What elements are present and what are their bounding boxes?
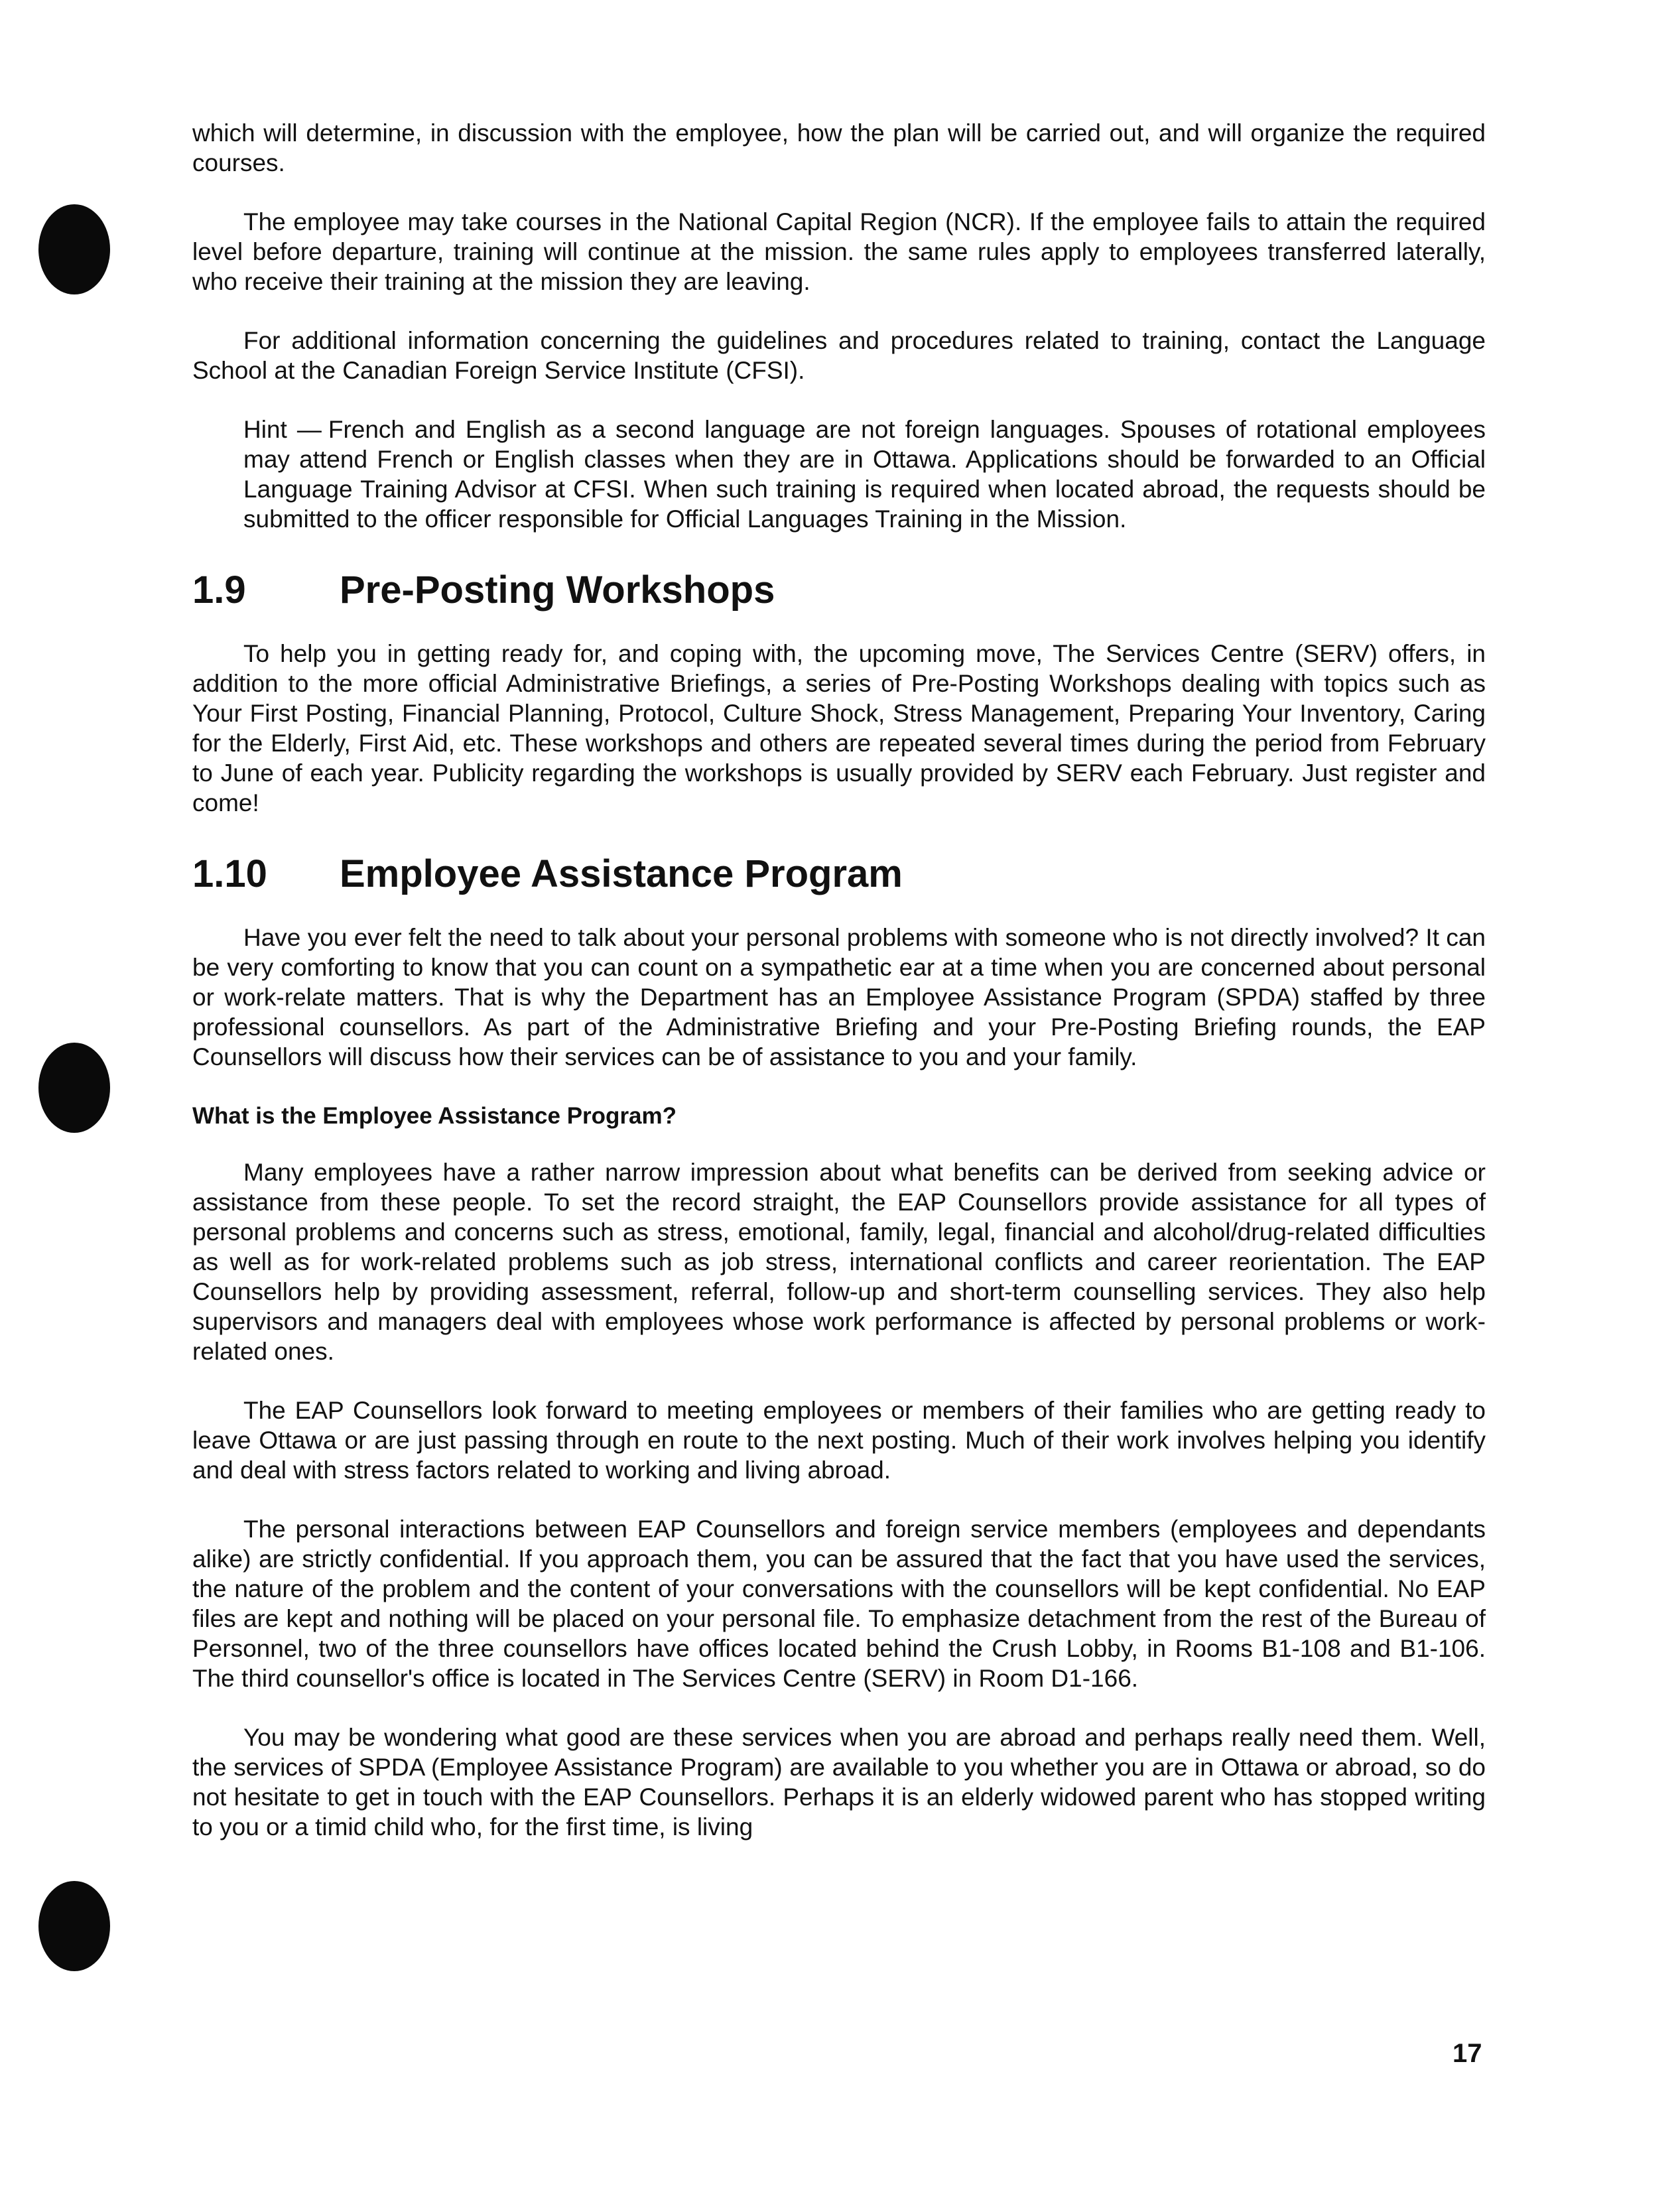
section-title: Employee Assistance Program <box>340 852 903 895</box>
section-heading-pre-posting <box>192 567 1486 614</box>
section-number: 1.9 <box>192 568 246 612</box>
binder-punch-hole-top <box>38 204 110 294</box>
binder-punch-hole-middle <box>38 1043 110 1133</box>
hint-label: Hint — <box>243 416 322 443</box>
paragraph-cfsi-info: For additional information concerning the guidelines and procedures related to training, contact the Language School at the Canadian Foreign Service Institute (CFSI). <box>192 327 1486 384</box>
document-page <box>192 118 1486 1871</box>
section-heading-eap <box>192 851 1486 897</box>
subheading-what-is-eap: What is the Employee Assistance Program? <box>192 1103 677 1129</box>
paragraph-ncr-courses: The employee may take courses in the National Capital Region (NCR). If the employee fails to attain the required level before departure, training will continue at the mission. the same rules apply to employees transferred laterally, who receive their training at the mission they are leaving. <box>192 208 1486 295</box>
section-number: 1.10 <box>192 852 267 895</box>
section-title: Pre-Posting Workshops <box>340 568 775 612</box>
page-number: 17 <box>1453 2039 1482 2068</box>
paragraph-eap-confidential: The personal interactions between EAP Counsellors and foreign service members (employees and dependants alike) are strictly confidential. If you approach them, you can be assured that the fact that you have used the services, the nature of the problem and the content of your conversations with the counsellors will be kept confidential. No EAP files are kept and nothing will be placed on your personal file. To emphasize detachment from the rest of the Bureau of Personnel, two of the three counsellors have offices located behind the Crush Lobby, in Rooms B1-108 and B1-106. The third counsellor's office is located in The Services Centre (SERV) in Room D1-166. <box>192 1516 1486 1692</box>
paragraph-continued: which will determine, in discussion with the employee, how the plan will be carried out, and will organize the required courses. <box>192 119 1486 176</box>
paragraph-eap-benefits: Many employees have a rather narrow impression about what benefits can be derived from seeking advice or assistance from these people. To set the record straight, the EAP Counsellors provide assistance for all types of personal problems and concerns such as stress, emotional, family, legal, financial and alcohol/drug-related difficulties as well as for work-related problems such as job stress, international conflicts and career reorientation. The EAP Counsellors help by providing assessment, referral, follow-up and short-term counselling services. They also help supervisors and managers deal with employees whose work performance is affected by personal problems or work-related ones. <box>192 1159 1486 1365</box>
hint-note <box>243 415 1486 534</box>
paragraph-eap-intro: Have you ever felt the need to talk about your personal problems with someone who is not directly involved? It can be very comforting to know that you can count on a sympathetic ear at a time when you are concerned about personal or work-relate matters. That is why the Department has an Employee Assistance Program (SPDA) staffed by three professional counsellors. As part of the Administrative Briefing and your Pre-Posting Briefing rounds, the EAP Counsellors will discuss how their services can be of assistance to you and your family. <box>192 924 1486 1070</box>
hint-text: French and English as a second language are not foreign languages. Spouses of rotational employees may attend French or English classes when they are in Ottawa. Applications should be forwarded to an Official Language Training Advisor at CFSI. When such training is required when located abroad, the requests should be submitted to the officer responsible for Official Languages Training in the Mission. <box>243 416 1486 533</box>
paragraph-workshops: To help you in getting ready for, and coping with, the upcoming move, The Services Centre (SERV) offers, in addition to the more official Administrative Briefings, a series of Pre-Posting Workshops dealing with topics such as Your First Posting, Financial Planning, Protocol, Culture Shock, Stress Management, Preparing Your Inventory, Caring for the Elderly, First Aid, etc. These workshops and others are repeated several times during the period from February to June of each year. Publicity regarding the workshops is usually provided by SERV each February. Just register and come! <box>192 640 1486 816</box>
paragraph-eap-abroad: You may be wondering what good are these services when you are abroad and perhaps really need them. Well, the services of SPDA (Employee Assistance Program) are available to you whether you are in Ottawa or abroad, so do not hesitate to get in touch with the EAP Counsellors. Perhaps it is an elderly widowed parent who has stopped writing to you or a timid child who, for the first time, is living <box>192 1724 1486 1841</box>
paragraph-eap-meeting: The EAP Counsellors look forward to meeting employees or members of their families who are getting ready to leave Ottawa or are just passing through en route to the next posting. Much of their work involves helping you identify and deal with stress factors related to working and living abroad. <box>192 1397 1486 1484</box>
binder-punch-hole-bottom <box>38 1881 110 1971</box>
